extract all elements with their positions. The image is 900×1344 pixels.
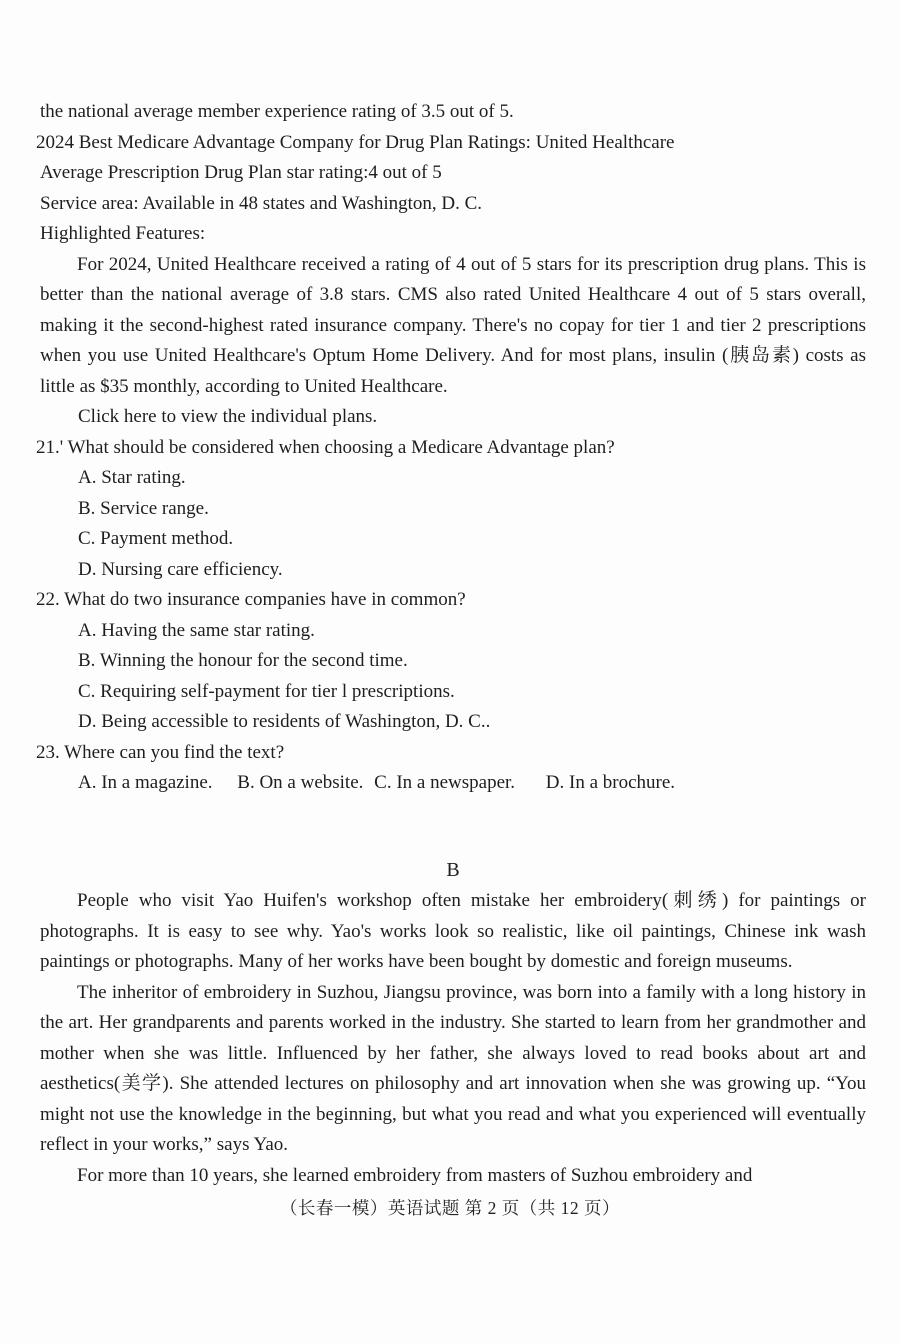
- question-22-option-a: A. Having the same star rating.: [78, 619, 315, 641]
- question-21-option-b: B. Service range.: [78, 497, 209, 519]
- question-23-options-row: [40, 768, 866, 799]
- question-21-option-c: C. Payment method.: [78, 528, 234, 549]
- passage-a-star-rating-line: Average Prescription Drug Plan star rating:4 out of 5: [40, 162, 442, 183]
- question-22-option-d: D. Being accessible to residents of Washington, D. C..: [78, 711, 491, 732]
- passage-b-paragraph-2: The inheritor of embroidery in Suzhou, Jiangsu province, was born into a family with a long history in the art. Her grandparents and parents worked in the industry. She started to learn from her grandmother and mother when she was little. Influenced by her father, she always loved to read books about art and aesthetics(美学). She attended lectures on philosophy and art innovation when she was growing up. “You might not use the knowledge in the beginning, but what you read and what you experienced will eventually reflect in your works,” says Yao.: [40, 981, 866, 1155]
- page-footer: （长春一模）英语试题 第 2 页（共 12 页）: [279, 1198, 621, 1218]
- passage-b-heading: B: [446, 858, 460, 881]
- question-21-option-d: D. Nursing care efficiency.: [78, 558, 283, 580]
- question-22-option-c: C. Requiring self-payment for tier l prescriptions.: [78, 680, 455, 702]
- question-21-stem: 21.' What should be considered when choosing a Medicare Advantage plan?: [36, 436, 615, 458]
- passage-b-paragraph-3-partial: For more than 10 years, she learned embroidery from masters of Suzhou embroidery and: [77, 1164, 753, 1186]
- question-23: [36, 738, 866, 799]
- passage-b-paragraph-1: People who visit Yao Huifen's workshop often mistake her embroidery(刺绣) for paintings or photographs. It is easy to see why. Yao's works look so realistic, like oil paintings, Chinese ink wash paintings or photographs. Many of her works have been bought by domestic and foreign museums.: [40, 890, 866, 972]
- question-22: [36, 585, 866, 738]
- question-23-stem: 23. Where can you find the text?: [36, 741, 285, 763]
- passage-a-feature-paragraph: For 2024, United Healthcare received a rating of 4 out of 5 stars for its prescription drug plans. This is better than the national average of 3.8 stars. CMS also rated United Healthcare 4 out of 5 stars overall, making it the second-highest rated insurance company. There's no copay for tier 1 and tier 2 prescriptions when you use United Healthcare's Optum Home Delivery. And for most plans, insulin (胰岛素) costs as little as $35 monthly, according to United Healthcare.: [40, 253, 866, 397]
- passage-a-click-line: Click here to view the individual plans.: [78, 406, 378, 427]
- question-21-option-a: A. Star rating.: [78, 467, 186, 488]
- passage-a-service-area-line: Service area: Available in 48 states and Washington, D. C.: [40, 192, 483, 214]
- question-23-option-b: B. On a website.: [237, 772, 364, 793]
- question-23-option-d: D. In a brochure.: [545, 772, 676, 793]
- passage-a-intro-line: the national average member experience rating of 3.5 out of 5.: [40, 101, 514, 122]
- question-23-option-c: C. In a newspaper.: [374, 772, 516, 793]
- question-22-stem: 22. What do two insurance companies have in common?: [36, 589, 466, 610]
- question-21: [36, 433, 866, 586]
- question-22-option-b: B. Winning the honour for the second time.: [78, 650, 408, 671]
- question-23-option-a: A. In a magazine.: [78, 772, 213, 793]
- exam-page: [36, 97, 866, 1191]
- passage-a-highlighted-features-label: Highlighted Features:: [40, 223, 206, 244]
- passage-a-award-title: 2024 Best Medicare Advantage Company for Drug Plan Ratings: United Healthcare: [36, 131, 675, 153]
